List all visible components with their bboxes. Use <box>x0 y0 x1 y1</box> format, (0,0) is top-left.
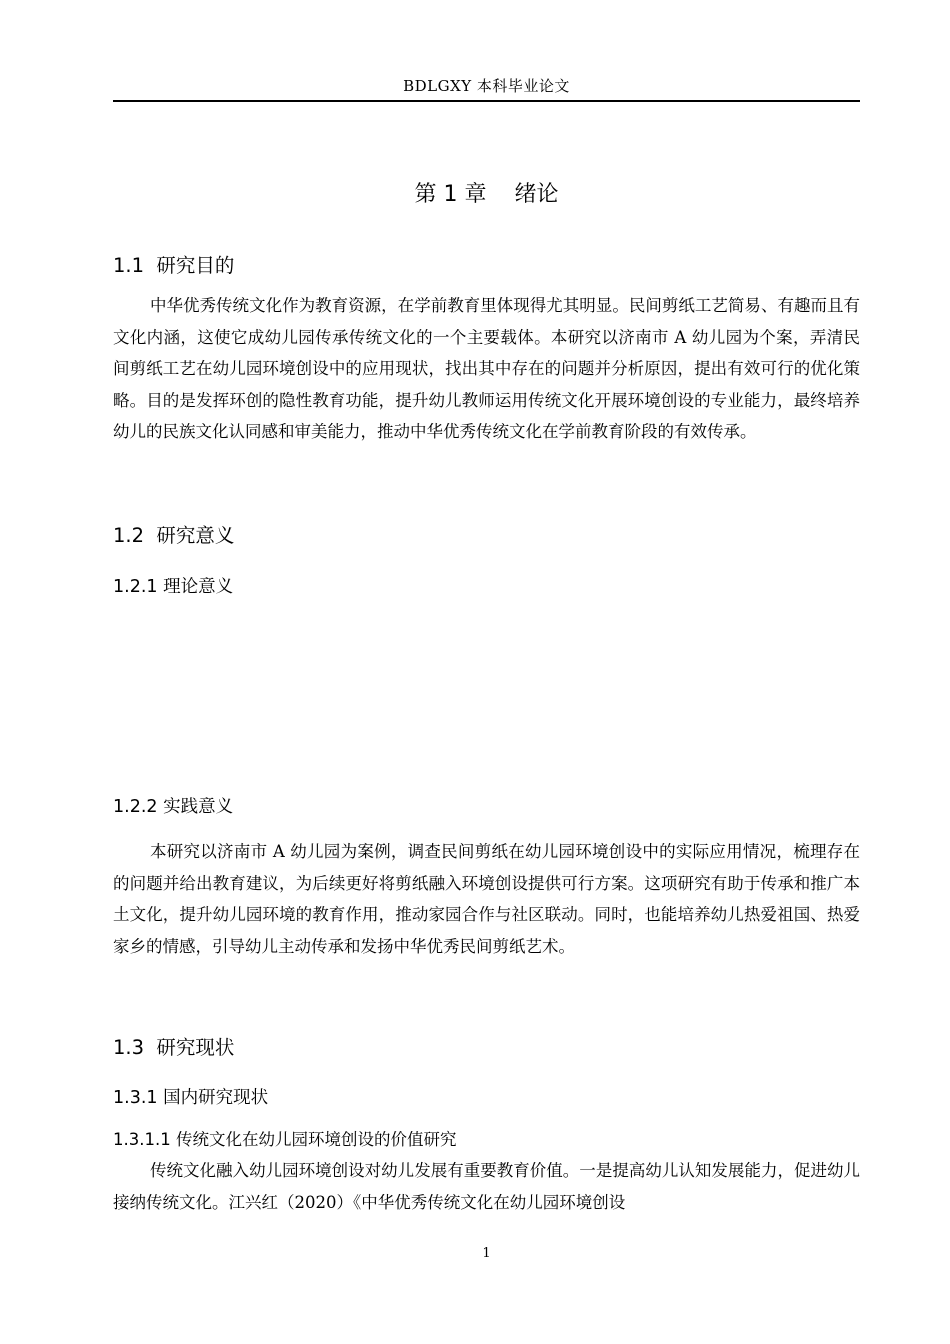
section-heading-1-2-2: 1.2.2 实践意义 <box>113 797 234 817</box>
section-heading-1-2: 1.2 研究意义 <box>113 524 235 547</box>
section-heading-1-2-1: 1.2.1 理论意义 <box>113 577 234 597</box>
header-rule <box>113 100 860 102</box>
section-heading-1-3: 1.3 研究现状 <box>113 1036 235 1059</box>
section-1-3-1-1-paragraph: 传统文化融入幼儿园环境创设对幼儿发展有重要教育价值。一是提高幼儿认知发展能力，促进幼儿接纳传统文化。江兴红（2020）《中华优秀传统文化在幼儿园环境创设 <box>113 1161 860 1212</box>
section-heading-1-3-1: 1.3.1 国内研究现状 <box>113 1088 269 1108</box>
section-1-2-2-paragraph: 本研究以济南市 A 幼儿园为案例，调查民间剪纸在幼儿园环境创设中的实际应用情况，梳理存在的问题并给出教育建议，为后续更好将剪纸融入环境创设提供可行方案。这项研究有助于传承和推广本土文化，提升幼儿园环境的教育作用，推动家园合作与社区联动。同时，也能培养幼儿热爱祖国、热爱家乡的情感，引导幼儿主动传承和发扬中华优秀民间剪纸艺术。 <box>113 842 860 956</box>
section-heading-1-3-1-1: 1.3.1.1 传统文化在幼儿园环境创设的价值研究 <box>113 1130 457 1149</box>
chapter-title: 第 1 章 绪论 <box>414 182 559 207</box>
page-number: 1 <box>482 1246 491 1261</box>
running-header: BDLGXY 本科毕业论文 <box>403 77 570 95</box>
section-heading-1-1: 1.1 研究目的 <box>113 254 235 277</box>
section-1-1-paragraph: 中华优秀传统文化作为教育资源，在学前教育里体现得尤其明显。民间剪纸工艺简易、有趣而且有文化内涵，这使它成幼儿园传承传统文化的一个主要载体。本研究以济南市 A 幼儿园为个案，弄清民间剪纸工艺在幼儿园环境创设中的应用现状，找出其中存在的问题并分析原因，提出有效可行的优化策略。目的是发挥环创的隐性教育功能，提升幼儿教师运用传统文化开展环境创设的专业能力，最终培养幼儿的民族文化认同感和审美能力，推动中华优秀传统文化在学前教育阶段的有效传承。 <box>113 296 860 442</box>
